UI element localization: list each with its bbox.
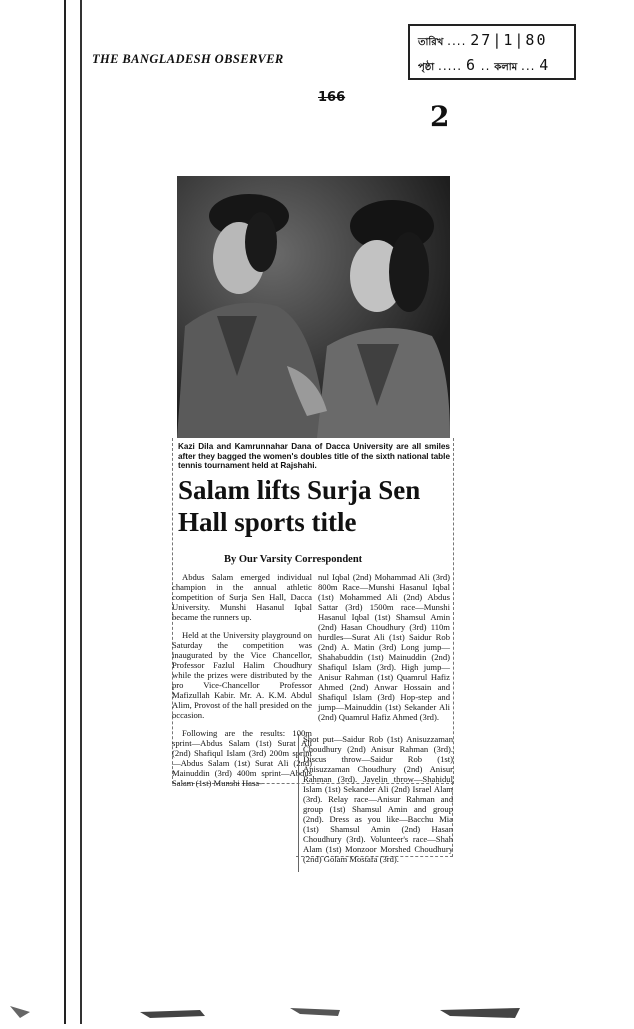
page-edge <box>64 0 82 1024</box>
article-paragraph: Shot put—Saidur Rob (1st) Anisuzzaman Choudhury (2nd) Anisur Rahman (3rd). Discus throw—Saidur Rob (1st) Anisuzzaman Choudhury (2nd) Anisur Rahman (3rd). Javelin throw—Shahidul Islam (1st) Sekander Ali (2nd) Israel Alam (3rd). Relay race—Anisur Rahman and group (1st) Shamsul Amin and group (2nd). Dress as you like—Bacchu Mia (1st) Shamsul Amin (2nd) Hasan Choudhury (3rd). Volunteer's race—Shah Alam (1st) Monzoor Morshed Choudhury (2nd) Golam Mostafa (3rd). <box>303 734 453 864</box>
stamp-page-label: পৃষ্ঠা <box>418 62 435 73</box>
dotted-leader: ..... <box>438 59 463 73</box>
scan-noise-strip <box>0 998 634 1024</box>
folio-number: 166 <box>318 90 346 105</box>
article-paragraph: Abdus Salam emerged individual champion in the annual athletic competition of Surja Sen Hall, Dacca University. Munshi Hasanul Iqbal became the runners up. <box>172 572 312 622</box>
article-headline: Salam lifts Surja Sen Hall sports title <box>178 475 421 537</box>
article-paragraph: Following are the results: 100m sprint—Abdus Salam (1st) Surat Ali (2nd) Shafiqul Islam (3rd) 200m sprint—Abdus Salam (1st) Surat Ali (2nd) Mainuddin (3rd) 400m sprint—Abdus Salam (1st) Munshi Hasa- <box>172 728 312 788</box>
article-column-2 <box>318 572 450 730</box>
article-column-1 <box>172 572 312 796</box>
stamp-date-label: তারিখ <box>418 37 444 48</box>
stamp-date-value: 27|1|80 <box>470 31 548 49</box>
article-column-2-continued <box>298 734 453 872</box>
folio-handwritten: 2 <box>430 100 450 133</box>
stamp-page-value: 6 <box>465 56 477 74</box>
newspaper-masthead: THE BANGLADESH OBSERVER <box>92 52 284 66</box>
stamp-date-row <box>418 31 547 52</box>
photo-two-women <box>177 176 450 438</box>
stamp-column-value: 4 <box>539 56 551 74</box>
stamp-page-row <box>418 56 550 77</box>
dotted-leader: .. <box>480 59 491 73</box>
article-byline: By Our Varsity Correspondent <box>224 554 363 565</box>
article-paragraph: nul Iqbal (2nd) Mohammad Ali (3rd) 800m Race—Munshi Hasanul Iqbal (1st) Mohammed Ali (2nd) Abdus Sattar (3rd) 1500m race—Munshi Hasanul Iqbal (1st) Shamsul Amin (2nd) Hasan Choudhury (3rd) 110m hurdles—Surat Ali (1st) Saidur Rob (2nd) A. Matin (3rd) Long jump—Shahabuddin (1st) Mainuddin (2nd) Shafiqul Islam (3rd). High jump—Anisur Rahman (1st) Quamrul Hafiz Ahmed (2nd) Anwar Hossain and Shafiqul Islam (3rd) Hop-step and jump—Mainuddin (1st) Sekander Ali (2nd) Quamrul Hafiz Ahmed (3rd). <box>318 572 450 722</box>
dotted-leader: ... <box>521 59 536 73</box>
dotted-leader: .... <box>447 34 467 48</box>
archive-stamp <box>408 24 576 80</box>
newspaper-clipping <box>172 174 454 864</box>
stamp-column-label: কলাম <box>494 62 518 73</box>
article-paragraph: Held at the University playground on Saturday the competition was inaugurated by the Vice Chancellor, Professor Fazlul Halim Choudhury while the prizes were distributed by the pro Vice-Chancellor Professor Mafizullah Kabir. Mr. A. K.M. Abdul Alim, Provost of the hall presided on the occasion. <box>172 630 312 720</box>
scan-artifacts <box>0 998 634 1024</box>
photo-caption: Kazi Dila and Kamrunnahar Dana of Dacca University are all smiles after they bagged the women's doubles title of the sixth national table tennis tournament held at Rajshahi. <box>178 442 450 470</box>
news-photo <box>177 176 450 438</box>
